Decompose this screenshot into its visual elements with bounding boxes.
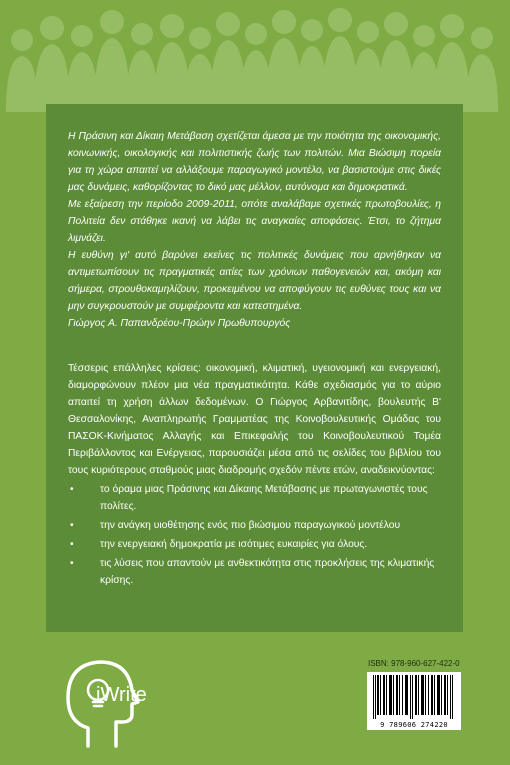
quote-paragraph-2: Με εξαίρεση την περίοδο 2009-2011, οπότε αναλάβαμε σχετικές πρωτοβουλίες, η Πολιτεία δεν στάθηκε ικανή να λάβει τις αναγκαίες αποφάσεις. Έτσι, το ζήτημα λιμνάζει. <box>68 199 441 244</box>
crowd-silhouette-icon <box>0 0 510 112</box>
isbn-label: ISBN: 978-960-627-422-0 <box>368 659 460 668</box>
description-text: Τέσσερις επάλληλες κρίσεις: οικονομική, κλιματική, υγειονομική και ενεργειακή, διαμορφώνουν πλέον μια νέα πραγματικότητα. Κάθε σχεδιασμός για το αύριο απαιτεί τη χρήση άλλων δεδομένων. Ο Γιώργος Αρβανιτίδης, βουλευτής Β' Θεσσαλονίκης, Αναπληρωτής Γραμματέας της Κοινοβουλευτικής Ομάδας του ΠΑΣΟΚ-Κινήματος Αλλαγής και Επικεφαλής του Κοινοβουλευτικού Τομέα Περιβάλλοντος και Ενέργειας, παρουσιάζει μέσα από τις σελίδες του βιβλίου του τους κυριότερους σταθμούς μιας διαδρομής σχεδόν πέντε ετών, αναδεικνύοντας: <box>68 363 441 476</box>
bullet-icon: • <box>70 558 74 569</box>
text-panel <box>46 104 463 632</box>
barcode-bars-icon <box>367 672 461 720</box>
quote-author: Γιώργος Α. Παπανδρέου-Πρώην Πρωθυπουργός <box>68 318 291 329</box>
bullet-text: την ενεργειακή δημοκρατία με ισότιμες ευκαιρίες για όλους. <box>100 539 368 550</box>
barcode-digits: 9 789606 274220 <box>380 721 448 729</box>
bullet-text: την ανάγκη υιοθέτησης ενός πιο βιώσιμου παραγωγικού μοντέλου <box>100 520 401 531</box>
list-item <box>68 481 441 515</box>
bullet-icon: • <box>70 520 74 531</box>
publisher-name: iWrite <box>96 684 147 706</box>
bullet-text: το όραμα μιας Πράσινης και Δίκαιης Μετάβασης με πρωταγωνιστές τους πολίτες. <box>100 484 428 512</box>
quote-block <box>68 128 441 332</box>
description-block <box>68 360 441 589</box>
barcode <box>367 672 461 730</box>
quote-paragraph-3: Η ευθύνη γι' αυτό βαρύνει εκείνες τις πολιτικές δυνάμεις που αρνήθηκαν να αντιμετωπίσουν τις πραγματικές αιτίες των χρόνιων παθογενειών και, ακόμη και σήμερα, στρουθοκαμηλίζουν, προκειμένου να αποφύγουν τις ευθύνες τους και να μην συγκρουστούν με συμφέροντα και κατεστημένα. <box>68 250 441 312</box>
list-item <box>68 555 441 589</box>
quote-paragraph-1: Η Πράσινη και Δίκαιη Μετάβαση σχετίζεται άμεσα με την ποιότητα της οικονομικής, κοινωνικής, οικολογικής και πολιτιστικής ζωής των πολιτών. Μια Βιώσιμη πορεία για τη χώρα απαιτεί να αλλάξουμε παραγωγικό μοντέλο, να βασιστούμε στις δικές μας δυνάμεις, καθορίζοντας το δικό μας μέλλον, αυτόνομα και δημοκρατικά. <box>68 131 441 193</box>
list-item <box>68 517 441 534</box>
bullet-list <box>68 481 441 589</box>
list-item <box>68 536 441 553</box>
bullet-icon: • <box>70 539 74 550</box>
bullet-text: τις λύσεις που απαντούν με ανθεκτικότητα στις προκλήσεις της κλιματικής κρίσης. <box>100 558 435 586</box>
bullet-icon: • <box>70 484 74 495</box>
